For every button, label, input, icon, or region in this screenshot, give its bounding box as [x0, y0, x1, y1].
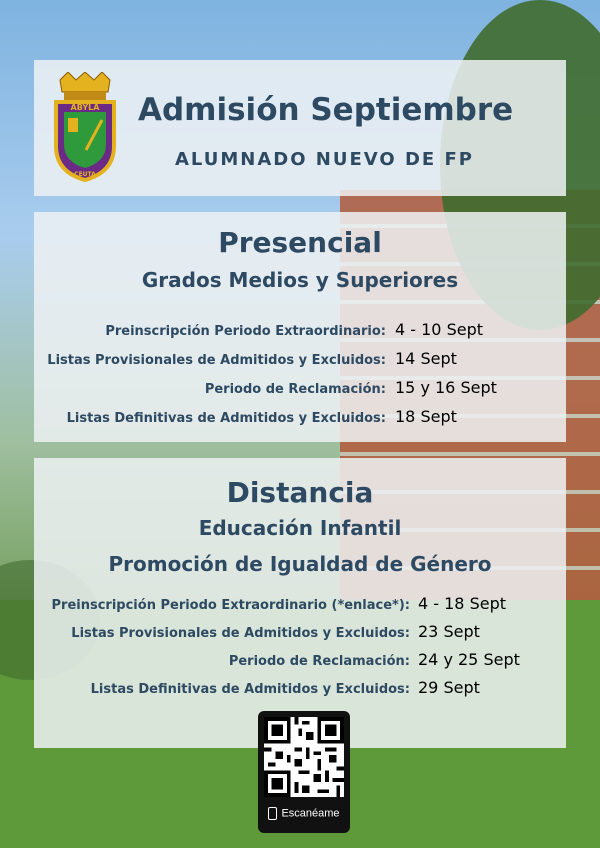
row-date: 4 - 18 Sept: [418, 594, 506, 613]
distancia-row: [0, 649, 410, 673]
distancia-subheading-1: Educación Infantil: [198, 516, 402, 540]
row-label: Preinscripción Periodo Extraordinario (*enlace*):: [51, 597, 410, 613]
presencial-row: [0, 406, 386, 430]
row-label: Listas Definitivas de Admitidos y Excluidos:: [90, 681, 410, 697]
school-crest-icon: [50, 72, 120, 182]
page-subtitle: ALUMNADO NUEVO DE FP: [175, 149, 474, 170]
distancia-row: [0, 677, 410, 701]
distancia-row: [0, 593, 410, 617]
row-label: Listas Definitivas de Admitidos y Excluidos:: [66, 410, 386, 426]
row-label: Listas Provisionales de Admitidos y Excluidos:: [47, 352, 386, 368]
distancia-heading: Distancia: [226, 476, 374, 509]
presencial-heading: Presencial: [218, 226, 382, 259]
row-label: Listas Provisionales de Admitidos y Excluidos:: [71, 625, 410, 641]
page-title: Admisión Septiembre: [138, 92, 514, 128]
row-date: 23 Sept: [418, 622, 480, 641]
distancia-row: [0, 621, 410, 645]
row-label: Preinscripción Periodo Extraordinario:: [105, 323, 386, 339]
scan-caption: [258, 807, 350, 820]
scan-label: Escanéame: [281, 807, 340, 820]
row-date: 18 Sept: [395, 407, 457, 426]
presencial-row: [0, 348, 386, 372]
qr-code-icon[interactable]: [264, 717, 344, 797]
qr-code-card[interactable]: [258, 711, 350, 833]
presencial-row: [0, 319, 386, 343]
phone-icon: [268, 807, 277, 820]
row-date: 15 y 16 Sept: [395, 378, 497, 397]
distancia-subheading-2: Promoción de Igualdad de Género: [108, 552, 492, 576]
row-date: 24 y 25 Sept: [418, 650, 520, 669]
row-label: Periodo de Reclamación:: [204, 381, 386, 397]
crest-text-top: ABYLA: [70, 103, 100, 112]
row-date: 4 - 10 Sept: [395, 320, 483, 339]
crest-text-bottom: CEUTA: [74, 171, 96, 178]
row-date: 29 Sept: [418, 678, 480, 697]
presencial-row: [0, 377, 386, 401]
row-date: 14 Sept: [395, 349, 457, 368]
row-label: Periodo de Reclamación:: [228, 653, 410, 669]
presencial-subheading: Grados Medios y Superiores: [141, 268, 459, 292]
